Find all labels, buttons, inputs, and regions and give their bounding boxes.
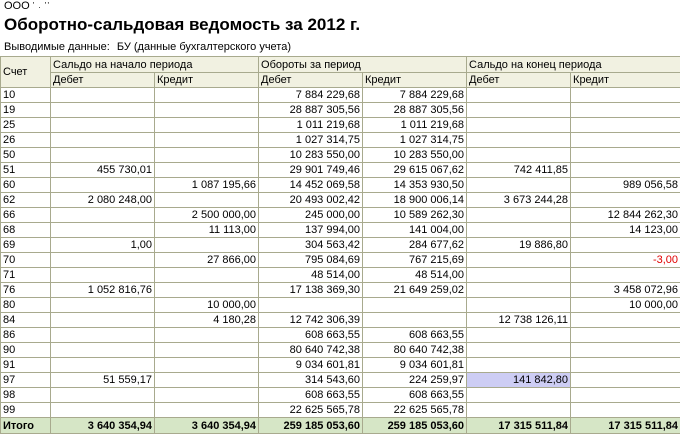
cell-closing-credit[interactable] (571, 403, 680, 418)
cell-opening-credit[interactable] (155, 88, 259, 103)
cell-turnover-credit[interactable]: 767 215,69 (363, 253, 467, 268)
cell-account[interactable]: 99 (1, 403, 51, 418)
cell-turnover-credit[interactable]: 80 640 742,38 (363, 343, 467, 358)
cell-opening-credit[interactable] (155, 403, 259, 418)
cell-closing-credit[interactable]: 10 000,00 (571, 298, 680, 313)
cell-opening-credit[interactable] (155, 163, 259, 178)
column-header-closing-balance[interactable]: Сальдо на конец периода (467, 57, 680, 73)
cell-turnover-debit[interactable]: 608 663,55 (259, 328, 363, 343)
cell-turnover-debit[interactable]: 10 283 550,00 (259, 148, 363, 163)
cell-turnover-debit[interactable]: 22 625 565,78 (259, 403, 363, 418)
cell-opening-credit[interactable] (155, 283, 259, 298)
cell-turnover-debit[interactable]: 7 884 229,68 (259, 88, 363, 103)
column-header-turnover-credit[interactable]: Кредит (363, 73, 467, 88)
table-row[interactable] (1, 223, 680, 238)
cell-account[interactable]: 25 (1, 118, 51, 133)
cell-turnover-credit[interactable]: 1 027 314,75 (363, 133, 467, 148)
cell-account[interactable]: 60 (1, 178, 51, 193)
cell-opening-credit[interactable] (155, 388, 259, 403)
table-row[interactable] (1, 118, 680, 133)
cell-opening-credit[interactable] (155, 238, 259, 253)
cell-turnover-debit[interactable]: 20 493 002,42 (259, 193, 363, 208)
cell-turnover-credit[interactable]: 21 649 259,02 (363, 283, 467, 298)
table-row[interactable] (1, 253, 680, 268)
table-row[interactable] (1, 193, 680, 208)
cell-turnover-debit[interactable]: 314 543,60 (259, 373, 363, 388)
org-label: ООО (4, 0, 30, 12)
column-header-turnover[interactable]: Обороты за период (259, 57, 467, 73)
table-row[interactable] (1, 178, 680, 193)
cell-opening-debit[interactable] (51, 118, 155, 133)
total-opening-credit: 3 640 354,94 (155, 418, 259, 434)
cell-closing-debit[interactable]: 742 411,85 (467, 163, 571, 178)
cell-turnover-debit[interactable]: 48 514,00 (259, 268, 363, 283)
cell-turnover-credit[interactable]: 284 677,62 (363, 238, 467, 253)
cell-opening-credit[interactable]: 10 000,00 (155, 298, 259, 313)
cell-closing-debit[interactable] (467, 358, 571, 373)
cell-account[interactable]: 80 (1, 298, 51, 313)
table-row[interactable] (1, 403, 680, 418)
cell-closing-debit[interactable]: 19 886,80 (467, 238, 571, 253)
cell-opening-credit[interactable] (155, 133, 259, 148)
cell-turnover-credit[interactable] (363, 298, 467, 313)
cell-opening-debit[interactable] (51, 298, 155, 313)
cell-turnover-debit[interactable]: 608 663,55 (259, 388, 363, 403)
cell-opening-credit[interactable] (155, 193, 259, 208)
cell-closing-debit[interactable] (467, 343, 571, 358)
cell-turnover-debit[interactable]: 304 563,42 (259, 238, 363, 253)
cell-opening-debit[interactable]: 2 080 248,00 (51, 193, 155, 208)
table-body (1, 88, 680, 418)
column-header-turnover-debit[interactable]: Дебет (259, 73, 363, 88)
table-row[interactable] (1, 133, 680, 148)
cell-opening-debit[interactable] (51, 358, 155, 373)
cell-account[interactable]: 66 (1, 208, 51, 223)
cell-closing-credit[interactable] (571, 163, 680, 178)
cell-turnover-debit[interactable]: 12 742 306,39 (259, 313, 363, 328)
column-header-opening-debit[interactable]: Дебет (51, 73, 155, 88)
cell-turnover-debit[interactable]: 245 000,00 (259, 208, 363, 223)
cell-opening-debit[interactable] (51, 268, 155, 283)
cell-opening-debit[interactable] (51, 328, 155, 343)
cell-closing-credit[interactable] (571, 88, 680, 103)
cell-opening-credit[interactable] (155, 328, 259, 343)
column-header-closing-debit[interactable]: Дебет (467, 73, 571, 88)
cell-closing-debit[interactable] (467, 118, 571, 133)
cell-closing-credit[interactable] (571, 328, 680, 343)
cell-account[interactable]: 98 (1, 388, 51, 403)
cell-closing-credit[interactable] (571, 148, 680, 163)
table-row[interactable] (1, 268, 680, 283)
table-row[interactable] (1, 373, 680, 388)
cell-turnover-credit[interactable] (363, 313, 467, 328)
cell-turnover-debit[interactable]: 137 994,00 (259, 223, 363, 238)
cell-closing-debit[interactable]: 3 673 244,28 (467, 193, 571, 208)
cell-opening-credit[interactable] (155, 148, 259, 163)
cell-closing-credit[interactable] (571, 103, 680, 118)
cell-closing-credit[interactable] (571, 313, 680, 328)
cell-account[interactable]: 71 (1, 268, 51, 283)
selected-cell[interactable]: 141 842,80 (467, 373, 571, 388)
cell-closing-credit[interactable]: 12 844 262,30 (571, 208, 680, 223)
total-closing-credit: 17 315 511,84 (571, 418, 680, 434)
cell-closing-credit[interactable] (571, 193, 680, 208)
organization-name (4, 0, 50, 12)
cell-opening-debit[interactable]: 1 052 816,76 (51, 283, 155, 298)
cell-account[interactable]: 26 (1, 133, 51, 148)
cell-account[interactable]: 91 (1, 358, 51, 373)
column-header-opening-balance[interactable]: Сальдо на начало периода (51, 57, 259, 73)
shown-data-label: Выводимые данные: (4, 41, 110, 53)
cell-turnover-credit[interactable]: 10 589 262,30 (363, 208, 467, 223)
cell-account[interactable]: 19 (1, 103, 51, 118)
table-row[interactable] (1, 313, 680, 328)
total-row[interactable] (1, 418, 680, 434)
cell-turnover-credit[interactable]: 224 259,97 (363, 373, 467, 388)
cell-opening-credit[interactable]: 11 113,00 (155, 223, 259, 238)
cell-opening-credit[interactable]: 1 087 195,66 (155, 178, 259, 193)
cell-opening-debit[interactable] (51, 133, 155, 148)
table-row[interactable] (1, 388, 680, 403)
cell-opening-credit[interactable] (155, 343, 259, 358)
cell-closing-credit[interactable] (571, 373, 680, 388)
header-row-groups (1, 57, 680, 73)
cell-opening-debit[interactable] (51, 178, 155, 193)
cell-opening-debit[interactable] (51, 343, 155, 358)
cell-turnover-credit[interactable]: 1 011 219,68 (363, 118, 467, 133)
cell-closing-debit[interactable] (467, 283, 571, 298)
cell-opening-credit[interactable] (155, 118, 259, 133)
cell-closing-credit[interactable] (571, 343, 680, 358)
cell-opening-credit[interactable]: 2 500 000,00 (155, 208, 259, 223)
total-label: Итого (1, 418, 51, 434)
shown-data-value[interactable]: БУ (данные бухгалтерского учета) (117, 41, 291, 53)
cell-closing-debit[interactable] (467, 403, 571, 418)
cell-closing-debit[interactable] (467, 88, 571, 103)
cell-closing-debit[interactable] (467, 253, 571, 268)
cell-turnover-debit[interactable]: 29 901 749,46 (259, 163, 363, 178)
cell-account[interactable]: 76 (1, 283, 51, 298)
cell-closing-debit[interactable] (467, 208, 571, 223)
cell-opening-debit[interactable] (51, 148, 155, 163)
cell-account[interactable]: 84 (1, 313, 51, 328)
cell-turnover-credit[interactable]: 9 034 601,81 (363, 358, 467, 373)
cell-closing-credit[interactable] (571, 118, 680, 133)
total-turnover-debit: 259 185 053,60 (259, 418, 363, 434)
cell-turnover-credit[interactable]: 29 615 067,62 (363, 163, 467, 178)
cell-turnover-credit[interactable]: 141 004,00 (363, 223, 467, 238)
cell-opening-debit[interactable] (51, 403, 155, 418)
cell-opening-credit[interactable] (155, 373, 259, 388)
table-row[interactable] (1, 208, 680, 223)
cell-account[interactable]: 10 (1, 88, 51, 103)
cell-turnover-credit[interactable]: 28 887 305,56 (363, 103, 467, 118)
cell-turnover-debit[interactable] (259, 298, 363, 313)
cell-turnover-credit[interactable]: 48 514,00 (363, 268, 467, 283)
table-row[interactable] (1, 163, 680, 178)
cell-closing-debit[interactable]: 12 738 126,11 (467, 313, 571, 328)
cell-closing-credit[interactable]: 3 458 072,96 (571, 283, 680, 298)
cell-opening-debit[interactable] (51, 208, 155, 223)
cell-turnover-credit[interactable]: 7 884 229,68 (363, 88, 467, 103)
cell-opening-debit[interactable] (51, 223, 155, 238)
cell-turnover-debit[interactable]: 9 034 601,81 (259, 358, 363, 373)
cell-turnover-debit[interactable]: 17 138 369,30 (259, 283, 363, 298)
cell-closing-credit[interactable] (571, 238, 680, 253)
table-row[interactable] (1, 103, 680, 118)
cell-turnover-debit[interactable]: 14 452 069,58 (259, 178, 363, 193)
cell-closing-credit[interactable] (571, 388, 680, 403)
cell-account[interactable]: 51 (1, 163, 51, 178)
cell-closing-debit[interactable] (467, 103, 571, 118)
cell-turnover-credit[interactable]: 14 353 930,50 (363, 178, 467, 193)
cell-account[interactable]: 97 (1, 373, 51, 388)
cell-account[interactable]: 90 (1, 343, 51, 358)
cell-closing-credit[interactable]: -3,00 (571, 253, 680, 268)
cell-account[interactable]: 86 (1, 328, 51, 343)
header-row-subcolumns (1, 73, 680, 88)
cell-opening-debit[interactable]: 1,00 (51, 238, 155, 253)
cell-turnover-credit[interactable]: 18 900 006,14 (363, 193, 467, 208)
column-header-closing-credit[interactable]: Кредит (571, 73, 680, 88)
total-turnover-credit: 259 185 053,60 (363, 418, 467, 434)
cell-closing-credit[interactable] (571, 268, 680, 283)
cell-account[interactable]: 62 (1, 193, 51, 208)
table-row[interactable] (1, 283, 680, 298)
cell-account[interactable]: 70 (1, 253, 51, 268)
table-row[interactable] (1, 343, 680, 358)
cell-opening-debit[interactable] (51, 253, 155, 268)
cell-closing-debit[interactable] (467, 328, 571, 343)
cell-turnover-debit[interactable]: 1 011 219,68 (259, 118, 363, 133)
total-opening-debit: 3 640 354,94 (51, 418, 155, 434)
cell-account[interactable]: 69 (1, 238, 51, 253)
cell-closing-debit[interactable] (467, 268, 571, 283)
shown-data-line (4, 41, 291, 53)
cell-turnover-credit[interactable]: 10 283 550,00 (363, 148, 467, 163)
cell-opening-credit[interactable]: 4 180,28 (155, 313, 259, 328)
cell-closing-credit[interactable] (571, 358, 680, 373)
cell-closing-debit[interactable] (467, 298, 571, 313)
table-row[interactable] (1, 88, 680, 103)
cell-opening-debit[interactable] (51, 388, 155, 403)
report-title: Оборотно-сальдовая ведомость за 2012 г. (4, 14, 360, 36)
cell-closing-debit[interactable] (467, 148, 571, 163)
cell-opening-credit[interactable]: 27 866,00 (155, 253, 259, 268)
total-closing-debit: 17 315 511,84 (467, 418, 571, 434)
table-row[interactable] (1, 358, 680, 373)
cell-opening-credit[interactable] (155, 103, 259, 118)
cell-turnover-debit[interactable]: 80 640 742,38 (259, 343, 363, 358)
org-name-fragment: ' . '' (33, 1, 50, 10)
cell-closing-debit[interactable] (467, 133, 571, 148)
cell-opening-debit[interactable]: 51 559,17 (51, 373, 155, 388)
cell-closing-debit[interactable] (467, 178, 571, 193)
cell-opening-debit[interactable] (51, 88, 155, 103)
cell-closing-credit[interactable]: 989 056,58 (571, 178, 680, 193)
cell-turnover-credit[interactable]: 608 663,55 (363, 328, 467, 343)
column-header-account[interactable]: Счет (1, 57, 51, 88)
cell-opening-credit[interactable] (155, 268, 259, 283)
cell-opening-debit[interactable] (51, 103, 155, 118)
cell-closing-debit[interactable] (467, 223, 571, 238)
balance-sheet-table (0, 56, 680, 434)
cell-opening-debit[interactable]: 455 730,01 (51, 163, 155, 178)
table-row[interactable] (1, 148, 680, 163)
column-header-opening-credit[interactable]: Кредит (155, 73, 259, 88)
cell-account[interactable]: 50 (1, 148, 51, 163)
cell-closing-credit[interactable]: 14 123,00 (571, 223, 680, 238)
cell-turnover-credit[interactable]: 608 663,55 (363, 388, 467, 403)
cell-turnover-credit[interactable]: 22 625 565,78 (363, 403, 467, 418)
table-row[interactable] (1, 298, 680, 313)
cell-turnover-debit[interactable]: 28 887 305,56 (259, 103, 363, 118)
cell-closing-debit[interactable] (467, 388, 571, 403)
cell-opening-credit[interactable] (155, 358, 259, 373)
cell-turnover-debit[interactable]: 795 084,69 (259, 253, 363, 268)
cell-turnover-debit[interactable]: 1 027 314,75 (259, 133, 363, 148)
table-row[interactable] (1, 328, 680, 343)
cell-closing-credit[interactable] (571, 133, 680, 148)
cell-account[interactable]: 68 (1, 223, 51, 238)
table-row[interactable] (1, 238, 680, 253)
cell-opening-debit[interactable] (51, 313, 155, 328)
